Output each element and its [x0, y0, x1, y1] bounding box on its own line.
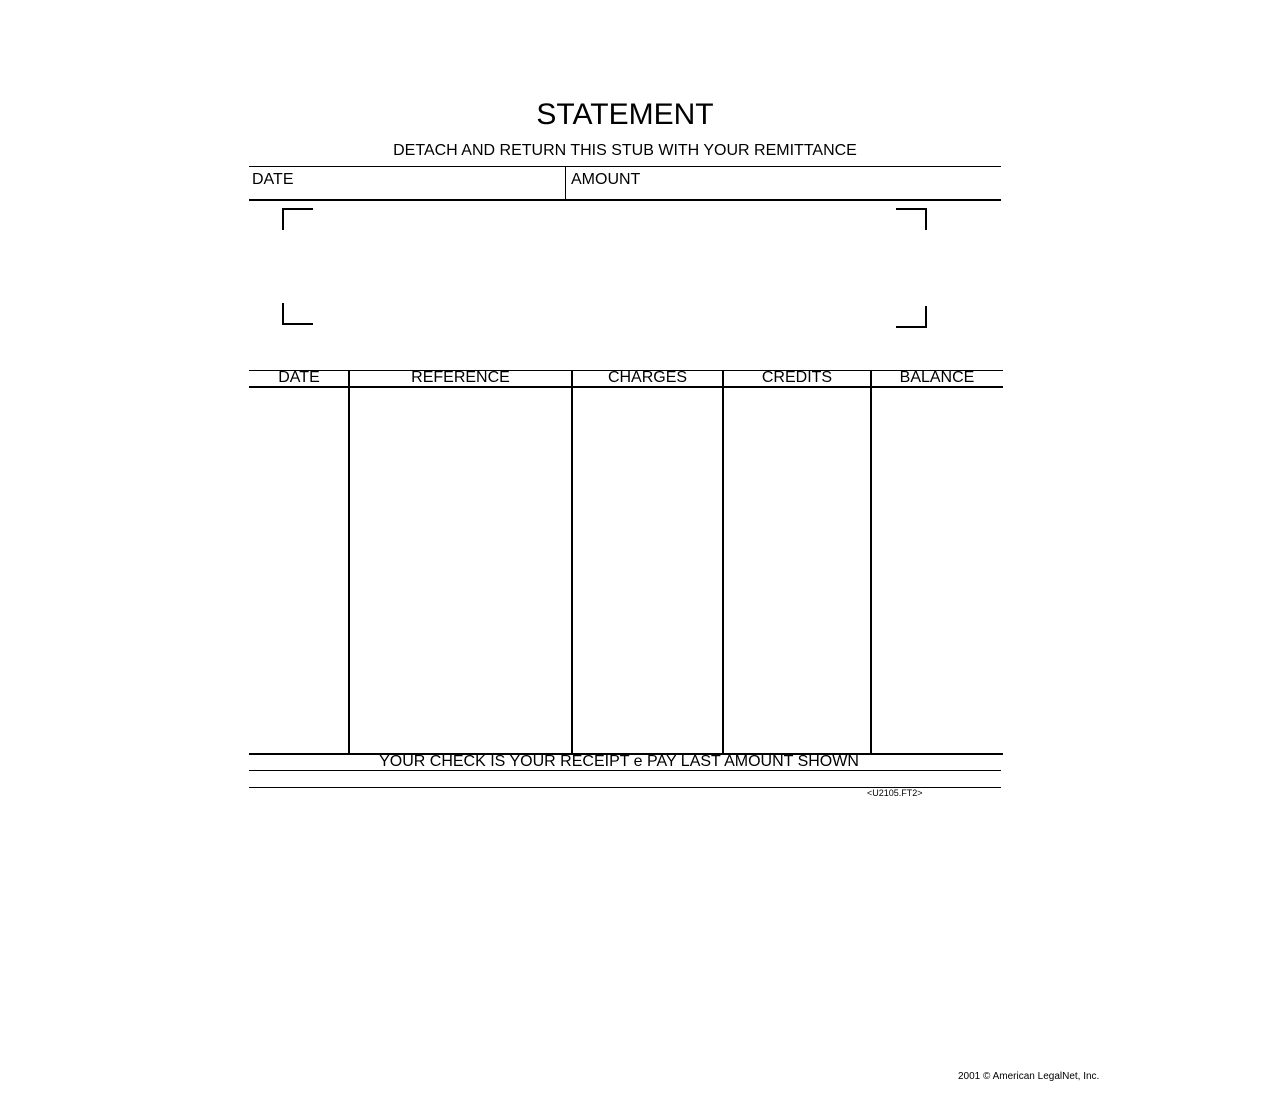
address-corner-tr	[925, 208, 927, 230]
address-corner-tl	[282, 208, 313, 210]
divider	[249, 199, 1001, 201]
column-divider	[722, 370, 724, 754]
address-corner-br	[925, 306, 927, 328]
column-divider	[348, 370, 350, 754]
address-corner-br	[896, 326, 927, 328]
page-title: STATEMENT	[536, 98, 714, 131]
form-code: <U2105.FT2>	[867, 788, 923, 798]
address-corner-tl	[282, 208, 284, 230]
column-header-charges: CHARGES	[607, 369, 688, 386]
column-header-credits: CREDITS	[761, 369, 833, 386]
divider	[565, 166, 566, 200]
column-divider	[571, 370, 573, 754]
divider	[249, 770, 1001, 771]
stub-date-label: DATE	[252, 171, 294, 188]
copyright: 2001 © American LegalNet, Inc.	[958, 1071, 1100, 1082]
divider	[249, 166, 1001, 167]
column-header-reference: REFERENCE	[411, 369, 510, 386]
footer-note: YOUR CHECK IS YOUR RECEIPT e PAY LAST AMOUNT SHOWN	[379, 753, 859, 770]
stub-instructions: DETACH AND RETURN THIS STUB WITH YOUR REMITTANCE	[393, 142, 857, 159]
column-header-balance: BALANCE	[899, 369, 975, 386]
column-divider	[870, 370, 872, 754]
address-corner-bl	[282, 303, 284, 325]
address-corner-tr	[896, 208, 927, 210]
address-corner-bl	[282, 323, 313, 325]
column-header-date: DATE	[278, 369, 320, 386]
stub-amount-label: AMOUNT	[571, 171, 641, 188]
